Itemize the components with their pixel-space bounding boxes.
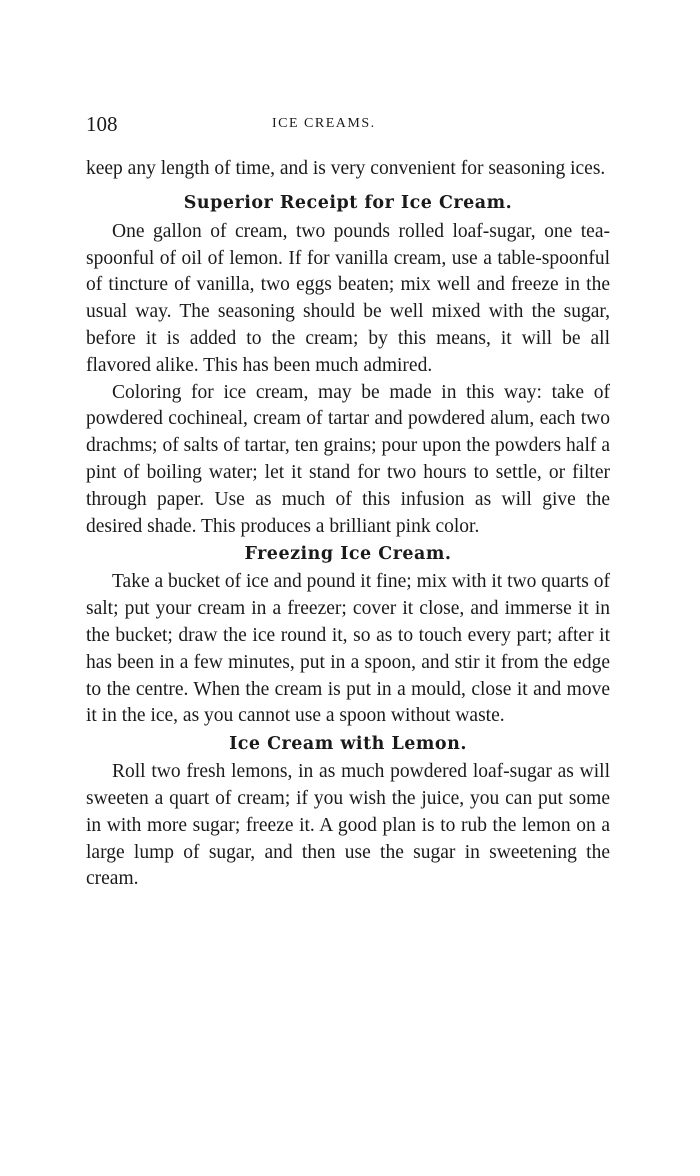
paragraph-coloring: Coloring for ice cream, may be made in this way: take of powdered cochineal, cream of tartar and powdered alum, each two drachms; of salts of tartar, ten grains; pour upon the powders half a pint of boiling water; let it stand for two hours to settle, or filter through paper. Use as much of this infusion as will give the desired shade. This produces a brilliant pink color. (86, 381, 610, 537)
section-heading-lemon: Ice Cream with Lemon. (229, 734, 467, 755)
running-head (86, 112, 610, 142)
paragraph-lemon: Roll two fresh lemons, in as much powdered loaf-sugar as will sweeten a quart of cream; if you wish the juice, you can put some in with more sugar; freeze it. A good plan is to rub the lemon on a large lump of sugar, and then use the sugar in sweetening the cream. (86, 761, 610, 890)
section-heading-superior-receipt: Superior Receipt for Ice Cream. (183, 192, 513, 213)
section-heading-freezing: Freezing Ice Cream. (244, 544, 452, 565)
page-number: 108 (86, 112, 118, 136)
paragraph-freezing: Take a bucket of ice and pound it fine; mix with it two quarts of salt; put your cream in a freezer; cover it close, and immerse it in the bucket; draw the ice round it, so as to touch every part; after it has been in a few minutes, put in a spoon, and stir it from the edge to the centre. When the cream is put in a mould, close it and move it in the ice, as you cannot use a spoon without waste. (86, 571, 610, 727)
continuation-paragraph: keep any length of time, and is very convenient for seasoning ices. (86, 158, 606, 179)
paragraph-superior-receipt: One gallon of cream, two pounds rolled loaf-sugar, one tea-spoonful of oil of lemon. If for vanilla cream, use a table-spoonful of tincture of vanilla, two eggs beaten; mix well and freeze in the usual way. The seasoning should be well mixed with the sugar, before it is added to the cream; by this means, it will be all flavored alike. This has been much admired. (86, 220, 610, 376)
running-title: ICE CREAMS. (272, 116, 376, 131)
book-page (86, 112, 610, 893)
